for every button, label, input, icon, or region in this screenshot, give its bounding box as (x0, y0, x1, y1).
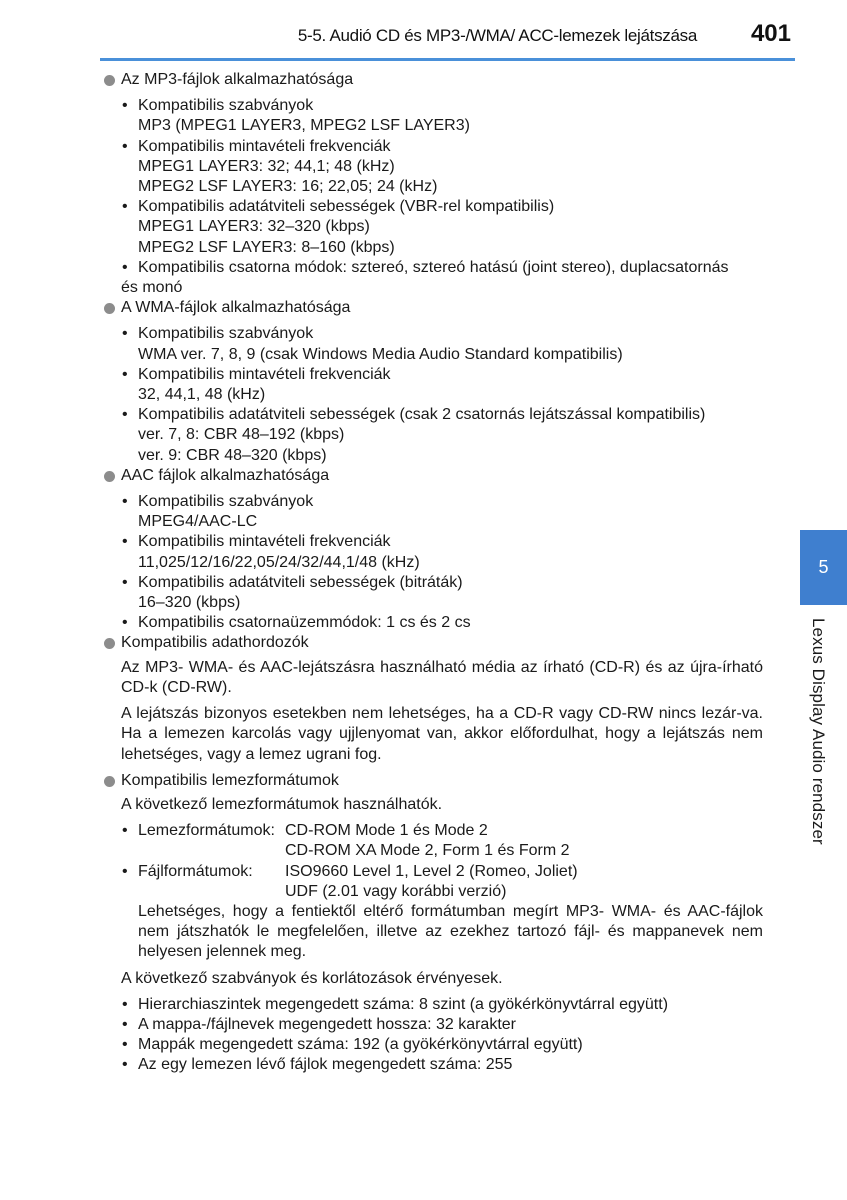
bullet-dot-icon (104, 75, 115, 86)
header-rule (100, 58, 795, 61)
list-value: ver. 9: CBR 48–320 (kbps) (138, 446, 327, 464)
list-item: • Mappák megengedett száma: 192 (a gyökérkönyvtárral együtt) (122, 1036, 583, 1054)
paragraph: A lejátszás bizonyos esetekben nem lehetséges, ha a CD-R vagy CD-RW nincs lezár-va. Ha a lemezen karcolás vagy ujjlenyomat van, akkor előfordulhat, hogy a lejátszás nem lehetséges, vagy a lemez ugrani fog. (121, 705, 763, 763)
list-item: • Kompatibilis szabványok (122, 97, 314, 115)
list-item: • Kompatibilis csatorna módok: sztereó, sztereó hatású (joint stereo), duplacsatornás (122, 258, 729, 276)
format-value: CD-ROM XA Mode 2, Form 1 és Form 2 (285, 842, 570, 860)
heading-text: A WMA-fájlok alkalmazhatósága (121, 299, 351, 317)
section-heading-mp3 (103, 70, 763, 90)
list-item: • A mappa-/fájlnevek megengedett hossza: 32 karakter (122, 1015, 516, 1033)
list-value: MPEG2 LSF LAYER3: 16; 22,05; 24 (kHz) (138, 178, 438, 196)
format-label: Lemezformátumok: (138, 822, 275, 840)
list-item: • Kompatibilis mintavételi frekvenciák (122, 533, 391, 551)
heading-text: Kompatibilis adathordozók (121, 634, 309, 652)
bullet-dot-icon (104, 303, 115, 314)
page-content (103, 70, 763, 1076)
list-item: • Kompatibilis mintavételi frekvenciák (122, 137, 391, 155)
chapter-label: Lexus Display Audio rendszer (809, 618, 828, 845)
list-value: MPEG1 LAYER3: 32–320 (kbps) (138, 218, 370, 236)
list-value: MPEG1 LAYER3: 32; 44,1; 48 (kHz) (138, 157, 395, 175)
list-value: WMA ver. 7, 8, 9 (csak Windows Media Audio Standard kompatibilis) (138, 345, 623, 363)
format-row-file: • Fájlformátumok: ISO9660 Level 1, Level 2 (Romeo, Joliet) (103, 862, 763, 882)
list-value: MPEG4/AAC-LC (138, 513, 258, 531)
section-heading-aac (103, 466, 763, 486)
heading-text: Kompatibilis lemezformátumok (121, 771, 339, 789)
page-number: 401 (750, 20, 791, 47)
paragraph: A következő szabványok és korlátozások érvényesek. (121, 969, 503, 987)
list-value: 16–320 (kbps) (138, 594, 241, 612)
paragraph: Az MP3- WMA- és AAC-lejátszásra használható média az írható (CD-R) és az újra-írható CD-k (CD-RW). (121, 658, 763, 696)
list-item: • Kompatibilis csatornaüzemmódok: 1 cs és 2 cs (122, 614, 471, 632)
list-value: MPEG2 LSF LAYER3: 8–160 (kbps) (138, 238, 395, 256)
list-item: • Kompatibilis adatátviteli sebességek (VBR-rel kompatibilis) (122, 198, 555, 216)
section-heading-formats (103, 771, 763, 791)
format-value: ISO9660 Level 1, Level 2 (Romeo, Joliet) (285, 862, 578, 880)
bullet-dot-icon (104, 776, 115, 787)
paragraph: Lehetséges, hogy a fentiektől eltérő formátumban megírt MP3- WMA- és AAC-fájlok nem játszhatók le megfelelően, illetve az ezekhez tartozó fájl- és mappanevek nem helyesen jelennek meg. (138, 902, 763, 961)
bullet-dot-icon (104, 638, 115, 649)
chapter-tab (800, 530, 847, 605)
list-item: • Hierarchiaszintek megengedett száma: 8 szint (a gyökérkönyvtárral együtt) (122, 995, 669, 1013)
list-value: 11,025/12/16/22,05/24/32/44,1/48 (kHz) (138, 553, 420, 571)
bullet-dot-icon (104, 471, 115, 482)
list-value: ver. 7, 8: CBR 48–192 (kbps) (138, 426, 345, 444)
heading-text: AAC fájlok alkalmazhatósága (121, 466, 330, 484)
list-item: • Kompatibilis adatátviteli sebességek (csak 2 csatornás lejátszással kompatibilis) (122, 406, 706, 424)
list-item: • Kompatibilis adatátviteli sebességek (bitráták) (122, 573, 463, 591)
list-item: • Az egy lemezen lévő fájlok megengedett száma: 255 (122, 1056, 513, 1074)
list-item: • Kompatibilis szabványok (122, 493, 314, 511)
format-row-disc: • Lemezformátumok: CD-ROM Mode 1 és Mode 2 (103, 821, 763, 841)
list-value: 32, 44,1, 48 (kHz) (138, 386, 266, 404)
paragraph: A következő lemezformátumok használhatók. (121, 795, 443, 813)
section-heading-media (103, 633, 763, 653)
list-value: és monó (121, 279, 183, 297)
list-item: • Kompatibilis szabványok (122, 325, 314, 343)
format-value: UDF (2.01 vagy korábbi verzió) (285, 882, 507, 900)
heading-text: Az MP3-fájlok alkalmazhatósága (121, 71, 354, 88)
section-heading-wma (103, 298, 763, 318)
chapter-number: 5 (818, 557, 829, 577)
format-label: Fájlformátumok: (138, 862, 253, 880)
list-value: MP3 (MPEG1 LAYER3, MPEG2 LSF LAYER3) (138, 117, 470, 135)
page-header-title: 5-5. Audió CD és MP3-/WMA/ ACC-lemezek lejátszása (297, 26, 697, 45)
list-item: • Kompatibilis mintavételi frekvenciák (122, 365, 391, 383)
format-value: CD-ROM Mode 1 és Mode 2 (285, 822, 488, 840)
